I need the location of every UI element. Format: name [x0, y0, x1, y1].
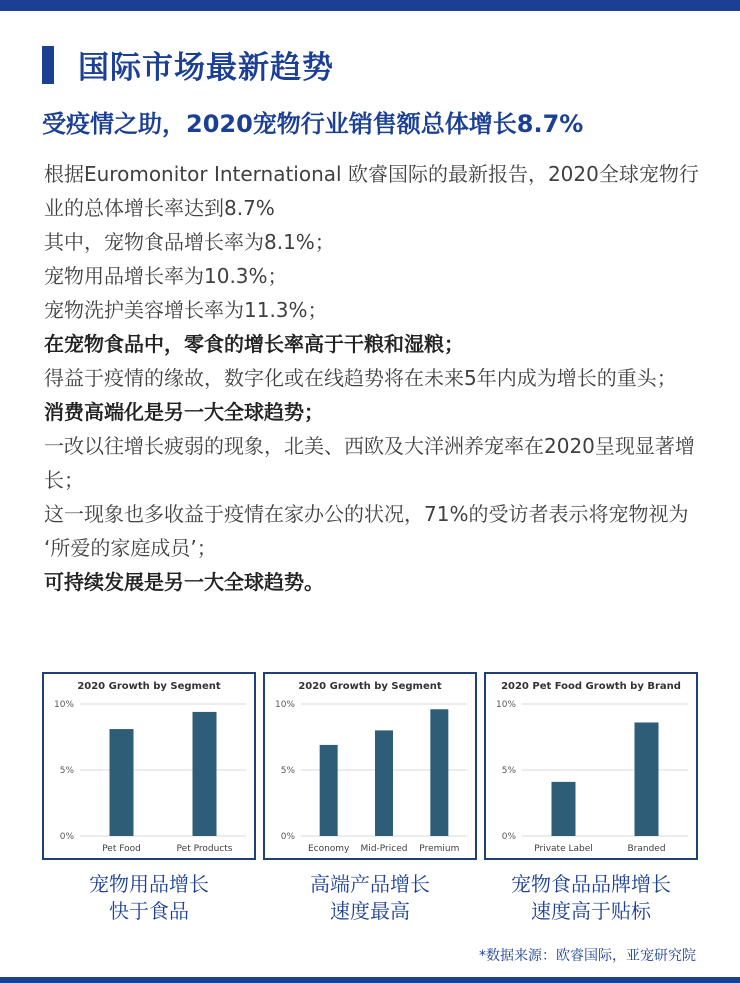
y-tick-label: 10% — [53, 700, 74, 710]
paragraph: 根据Euromonitor International 欧睿国际的最新报告，2020全球宠物行业的总体增长率达到8.7% — [44, 162, 699, 220]
caption-line: 快于食品 — [109, 899, 189, 923]
y-tick-label: 10% — [495, 700, 516, 710]
bar — [430, 709, 448, 836]
chart-caption — [471, 871, 711, 925]
bar — [552, 782, 576, 836]
paragraph: 其中，宠物食品增长率为8.1%； — [44, 230, 335, 254]
y-tick-label: 5% — [501, 766, 516, 776]
y-tick-label: 10% — [274, 700, 295, 710]
caption-line: 宠物食品品牌增长 — [511, 872, 671, 896]
chart-caption — [29, 871, 269, 925]
bar-chart — [486, 674, 696, 858]
chart-segment-price — [263, 672, 477, 860]
paragraph-bold: 在宠物食品中，零食的增长率高于干粮和湿粮； — [44, 332, 464, 356]
caption-line: 高端产品增长 — [310, 872, 430, 896]
chart-caption — [250, 871, 490, 925]
chart-segment-products — [42, 672, 256, 860]
x-tick-label: Pet Food — [102, 844, 141, 854]
x-tick-label: Mid-Priced — [360, 844, 408, 854]
y-tick-label: 5% — [59, 766, 74, 776]
paragraph-bold: 消费高端化是另一大全球趋势； — [44, 400, 324, 424]
paragraph: 宠物用品增长率为10.3%； — [44, 264, 288, 288]
chart-title: 2020 Pet Food Growth by Brand — [501, 681, 681, 692]
paragraph: 这一现象也多收益于疫情在家办公的状况，71%的受访者表示将宠物视为 ‘所爱的家庭成员’； — [44, 502, 689, 560]
x-tick-label: Premium — [419, 844, 460, 854]
bar — [320, 745, 338, 836]
bar — [193, 712, 217, 836]
body-text — [44, 157, 704, 599]
title-marker — [42, 46, 54, 84]
chart-title: 2020 Growth by Segment — [298, 681, 442, 692]
bar — [110, 729, 134, 836]
bar-chart — [44, 674, 254, 858]
y-tick-label: 5% — [280, 766, 295, 776]
y-tick-label: 0% — [59, 832, 74, 842]
paragraph: 一改以往增长疲弱的现象，北美、西欧及大洋洲养宠率在2020呈现显著增长； — [44, 434, 695, 492]
top-accent-bar — [0, 0, 740, 11]
x-tick-label: Branded — [627, 844, 666, 854]
y-tick-label: 0% — [501, 832, 516, 842]
x-tick-label: Pet Products — [176, 844, 233, 854]
paragraph: 宠物洗护美容增长率为11.3%； — [44, 298, 328, 322]
source-note: *数据来源：欧睿国际，亚宠研究院 — [479, 948, 696, 964]
bar-chart — [265, 674, 475, 858]
subtitle: 受疫情之助，2020宠物行业销售额总体增长8.7% — [42, 110, 584, 138]
bottom-accent-bar — [0, 977, 740, 983]
y-tick-label: 0% — [280, 832, 295, 842]
bar — [635, 722, 659, 836]
caption-line: 宠物用品增长 — [89, 872, 209, 896]
chart-title: 2020 Growth by Segment — [77, 681, 221, 692]
paragraph-bold: 可持续发展是另一大全球趋势。 — [44, 570, 324, 594]
paragraph: 得益于疫情的缘故，数字化或在线趋势将在未来5年内成为增长的重头； — [44, 366, 677, 390]
chart-brand — [484, 672, 698, 860]
caption-line: 速度最高 — [330, 899, 410, 923]
caption-line: 速度高于贴标 — [531, 899, 651, 923]
x-tick-label: Economy — [307, 844, 350, 854]
bar — [375, 730, 393, 836]
x-tick-label: Private Label — [534, 844, 593, 854]
section-title: 国际市场最新趋势 — [78, 50, 334, 86]
